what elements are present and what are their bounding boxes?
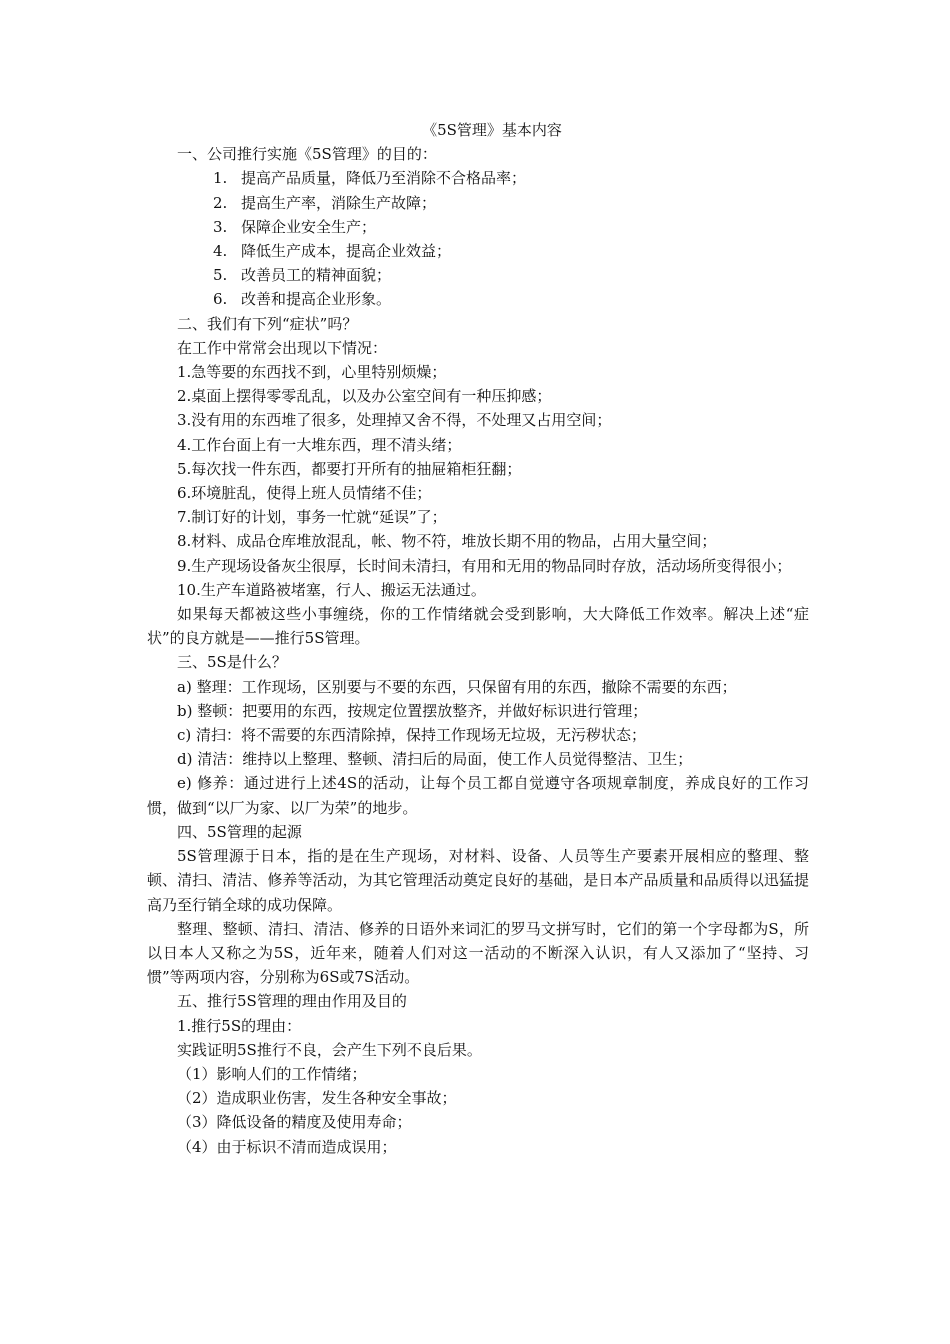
document-title: 《5S管理》基本内容 bbox=[422, 121, 562, 139]
list-item-text: 改善员工的精神面貌； bbox=[241, 266, 392, 285]
symptom-item: 10.生产车道路被堵塞，行人、搬运无法通过。 bbox=[177, 580, 486, 599]
symptom-item: 6.环境脏乱，使得上班人员情绪不佳； bbox=[177, 484, 432, 503]
definition-item: b) 整顿：把要用的东西，按规定位置摆放整齐，并做好标识进行管理； bbox=[177, 701, 648, 720]
list-item bbox=[147, 287, 809, 311]
list-item bbox=[147, 263, 809, 287]
section-2-intro: 在工作中常常会出现以下情况： bbox=[177, 338, 388, 357]
section-1-list bbox=[147, 166, 809, 311]
section-4-heading: 四、5S管理的起源 bbox=[177, 822, 302, 841]
list-item bbox=[147, 191, 809, 215]
list-item-number: 5. bbox=[213, 266, 228, 285]
section-2-conclusion: 如果每天都被这些小事缠绕，你的工作情绪就会受到影响，大大降低工作效率。解决上述“症状”的良方就是——推行5S管理。 bbox=[147, 605, 809, 648]
definition-item: e) 修养：通过进行上述4S的活动，让每个员工都自觉遵守各项规章制度，养成良好的工作习惯，做到“以厂为家、以厂为荣”的地步。 bbox=[147, 774, 809, 817]
list-item-text: 降低生产成本，提高企业效益； bbox=[241, 242, 452, 261]
symptom-item: 1.急等要的东西找不到，心里特别烦燥； bbox=[177, 363, 447, 382]
section-4-paragraph: 整理、整顿、清扫、清洁、修养的日语外来词汇的罗马文拼写时，它们的第一个字母都为S，所以日本人又称之为5S，近年来，随着人们对这一活动的不断深入认识，有人又添加了“坚持、习惯”等两项内容，分别称为6S或7S活动。 bbox=[147, 919, 809, 987]
section-5-heading: 五、推行5S管理的理由作用及目的 bbox=[177, 992, 407, 1011]
consequence-item: （3）降低设备的精度及使用寿命； bbox=[177, 1113, 412, 1132]
list-item bbox=[147, 166, 809, 190]
consequence-item: （2）造成职业伤害，发生各种安全事故； bbox=[177, 1089, 457, 1108]
list-item-number: 6. bbox=[213, 290, 228, 309]
list-item-number: 1. bbox=[213, 169, 228, 188]
section-5-subheading: 1.推行5S的理由： bbox=[177, 1016, 302, 1035]
section-5-intro: 实践证明5S推行不良，会产生下列不良后果。 bbox=[177, 1040, 482, 1059]
list-item-text: 改善和提高企业形象。 bbox=[241, 290, 392, 309]
symptom-item: 7.制订好的计划，事务一忙就“延误”了； bbox=[177, 508, 447, 527]
symptom-item: 2.桌面上摆得零零乱乱，以及办公室空间有一种压抑感； bbox=[177, 387, 552, 406]
symptom-item: 8.材料、成品仓库堆放混乱，帐、物不符，堆放长期不用的物品，占用大量空间； bbox=[177, 532, 717, 551]
list-item-number: 3. bbox=[213, 217, 228, 236]
section-4-paragraph: 5S管理源于日本，指的是在生产现场，对材料、设备、人员等生产要素开展相应的整理、整顿、清扫、清洁、修养等活动，为其它管理活动奠定良好的基础，是日本产品质量和品质得以迅猛提高乃至行销全球的成功保障。 bbox=[147, 847, 809, 914]
list-item-text: 提高生产率，消除生产故障； bbox=[241, 193, 437, 212]
symptom-item: 5.每次找一件东西，都要打开所有的抽屉箱柜狂翻； bbox=[177, 459, 522, 478]
symptom-item: 4.工作台面上有一大堆东西，理不清头绪； bbox=[177, 435, 462, 454]
symptom-item: 9.生产现场设备灰尘很厚，长时间未清扫，有用和无用的物品同时存放，活动场所变得很小； bbox=[177, 556, 792, 575]
list-item bbox=[147, 215, 809, 239]
symptom-item: 3.没有用的东西堆了很多，处理掉又舍不得，不处理又占用空间； bbox=[177, 411, 612, 430]
section-3-heading: 三、5S是什么？ bbox=[177, 653, 287, 672]
definition-item: a) 整理：工作现场，区别要与不要的东西，只保留有用的东西，撤除不需要的东西； bbox=[177, 677, 737, 696]
list-item-text: 提高产品质量，降低乃至消除不合格品率； bbox=[241, 169, 527, 188]
document-body bbox=[147, 118, 809, 1159]
list-item-number: 4. bbox=[213, 242, 228, 261]
consequence-item: （1）影响人们的工作情绪； bbox=[177, 1064, 367, 1083]
consequence-item: （4）由于标识不清而造成误用； bbox=[177, 1137, 397, 1156]
definition-item: c) 清扫：将不需要的东西清除掉，保持工作现场无垃圾，无污秽状态； bbox=[177, 726, 647, 745]
list-item-text: 保障企业安全生产； bbox=[241, 217, 377, 236]
list-item-number: 2. bbox=[213, 193, 228, 212]
section-1-heading: 一、公司推行实施《5S管理》的目的： bbox=[177, 145, 437, 164]
list-item bbox=[147, 239, 809, 263]
definition-item: d) 清洁：维持以上整理、整顿、清扫后的局面，使工作人员觉得整洁、卫生； bbox=[177, 750, 693, 769]
section-2-heading: 二、我们有下列“症状”吗？ bbox=[177, 314, 358, 333]
